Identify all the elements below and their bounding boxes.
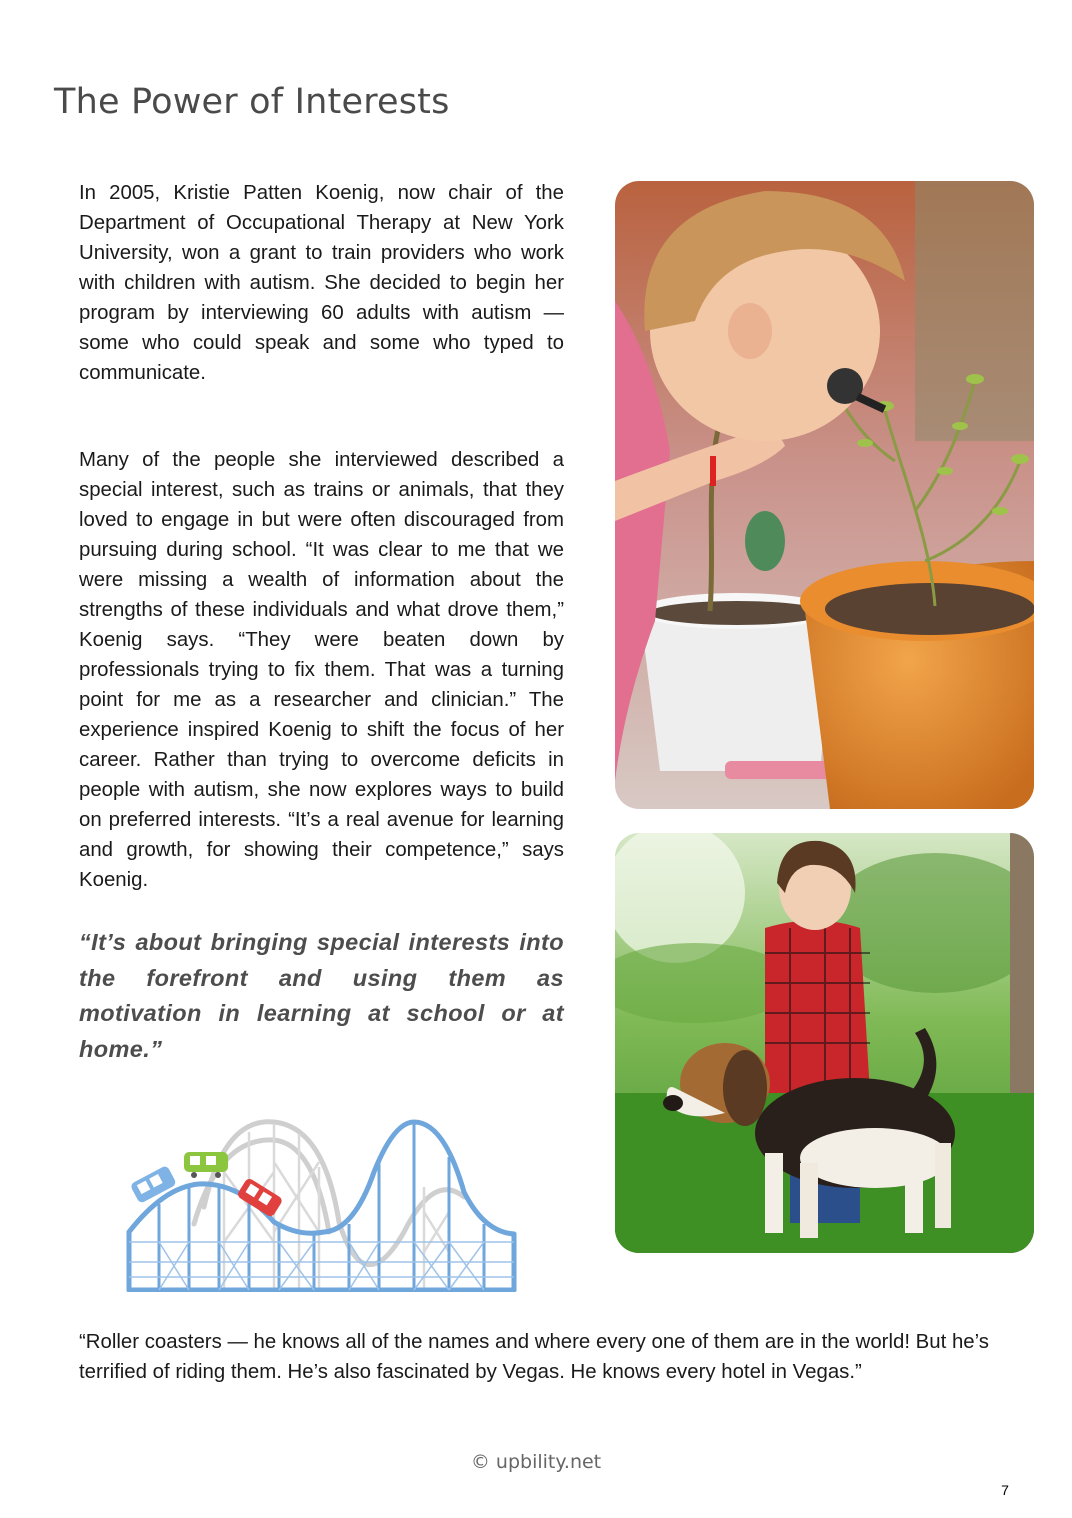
girl-magnifier-photo — [615, 181, 1034, 809]
roller-coaster-illustration — [124, 1112, 520, 1292]
boy-beagle-photo — [615, 833, 1034, 1253]
footer-credit: © upbility.net — [470, 1451, 602, 1473]
page-number: 7 — [1001, 1482, 1009, 1498]
intro-paragraph: In 2005, Kristie Patten Koenig, now chair of the Department of Occupational Therapy at New York University, won a grant to train providers who work with children with autism. She decided to begin her program by interviewing 60 adults with autism — some who could speak and some who typed to communicate. — [79, 182, 564, 384]
koenig-paragraph: Many of the people she interviewed described a special interest, such as trains or animals, that they loved to engage in but were often discouraged from pursuing during school. “It was clear to me that we were missing a wealth of information about the strengths of these individuals and what drove them,” Koenig says. “They were beaten down by professionals trying to fix them. That was a turning point for me as a researcher and clinician.” The experience inspired Koenig to shift the focus of her career. Rather than trying to overcome deficits in people with autism, she now explores ways to build on preferred interests. “It’s a real avenue for learning and growth, for showing their competence,” says Koenig. — [79, 449, 564, 891]
page-title: The Power of Interests — [54, 82, 450, 122]
pull-quote: “It’s about bringing special interests into the forefront and using them as motivation in learning at school or at home.” — [79, 929, 564, 1062]
parent-quote: “Roller coasters — he knows all of the names and where every one of them are in the world! But he’s terrified of riding them. He’s also fascinated by Vegas. He knows every hotel in Vegas.” — [79, 1331, 989, 1383]
